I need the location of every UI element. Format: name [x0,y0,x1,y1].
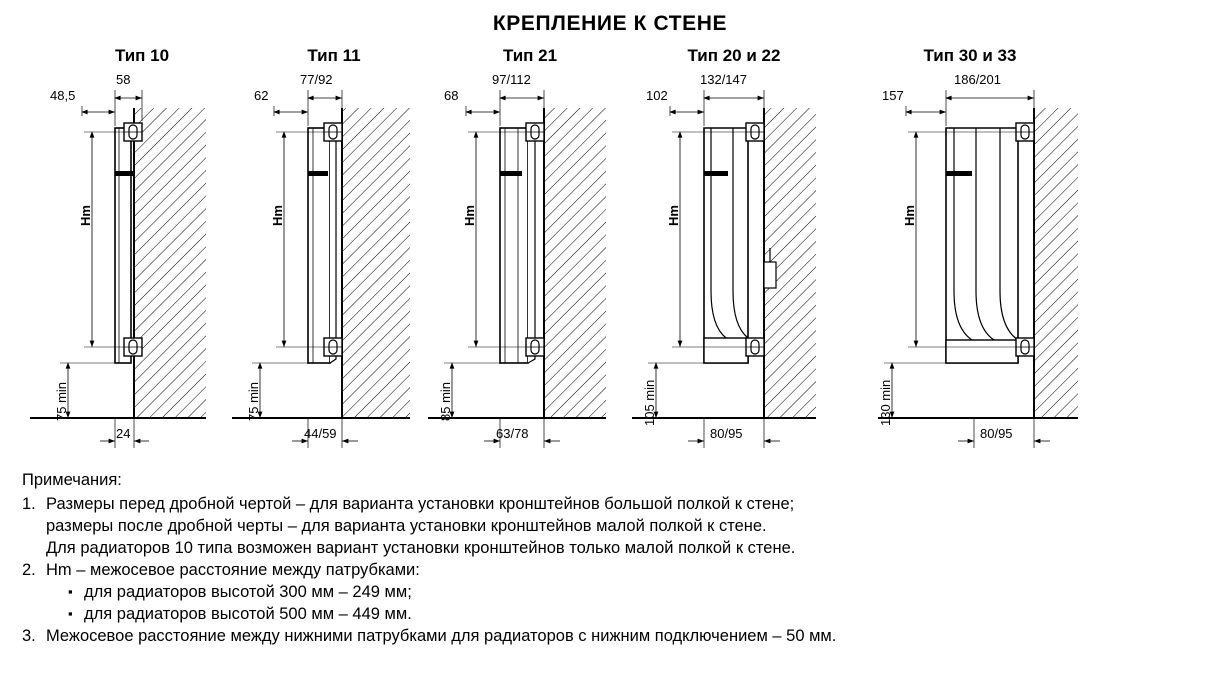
dim-depth-inner: 68 [444,88,459,103]
note-item [22,494,1212,560]
panel-title: Тип 10 [114,46,170,65]
panel-figure [848,72,1092,466]
bullet-icon: ▪ [68,583,73,599]
dim-depth-total: 132/147 [700,72,747,87]
panel-figure [612,72,856,466]
notes-block [22,470,1212,648]
dim-floor-clearance: 105 min [642,379,657,426]
panel-title: Тип 11 [307,46,361,65]
dim-bracket-offset: 80/95 [980,426,1013,441]
notes-heading: Примечания: [22,471,122,489]
note-subitem-text: для радиаторов высотой 500 мм – 449 мм. [84,604,412,623]
dim-depth-inner: 157 [882,88,904,103]
note-text [46,494,1212,560]
dim-depth-inner: 102 [646,88,668,103]
note-subitem [68,582,1212,604]
dim-depth-inner: 48,5 [50,88,76,103]
note-line: Размеры перед дробной чертой – для варианта установки кронштейнов большой полкой к стене; [46,494,795,513]
note-line: размеры после дробной черты – для варианта установки кронштейнов малой полкой к стене. [46,516,767,535]
dim-bracket-offset: 24 [116,426,131,441]
panel-type-30-33 [848,46,1092,466]
note-text [46,560,1212,626]
dim-hm: Hm [78,205,93,226]
panel-title: Тип 30 и 33 [923,46,1017,65]
note-number: 2. [22,560,36,579]
dim-hm: Hm [666,205,681,226]
dim-floor-clearance: 130 min [878,379,893,426]
dim-bracket-offset: 63/78 [496,426,529,441]
bullet-icon: ▪ [68,605,73,621]
page-title: КРЕПЛЕНИЕ К СТЕНЕ [492,12,728,35]
panel-title: Тип 21 [502,46,558,65]
dim-depth-total: 58 [116,72,131,87]
note-number: 3. [22,626,36,645]
panel-type-20-22 [612,46,856,466]
dim-bracket-offset: 44/59 [304,426,337,441]
dim-floor-clearance: 85 min [438,381,453,421]
note-text [46,626,1212,648]
dim-hm: Hm [270,205,285,226]
note-item [22,626,1212,648]
note-item [22,560,1212,626]
dim-depth-inner: 62 [254,88,269,103]
note-number: 1. [22,494,36,513]
panel-title: Тип 20 и 22 [687,46,781,65]
note-subitem [68,604,1212,626]
note-line: Межосевое расстояние между нижними патрубками для радиаторов с нижним подключением – 50 мм. [46,626,837,645]
dim-hm: Hm [902,205,917,226]
dim-floor-clearance: 75 min [54,381,69,421]
dim-hm: Hm [462,205,477,226]
dim-floor-clearance: 75 min [246,381,261,421]
dim-depth-total: 97/112 [492,72,531,87]
panels-row [0,46,1220,466]
dim-depth-total: 77/92 [300,72,333,87]
note-subitem-text: для радиаторов высотой 300 мм – 249 мм; [84,582,412,601]
note-line: Для радиаторов 10 типа возможен вариант установки кронштейнов только малой полкой к стене. [46,538,796,557]
dim-depth-total: 186/201 [954,72,1001,87]
dim-bracket-offset: 80/95 [710,426,743,441]
note-line: Hm – межосевое расстояние между патрубками: [46,560,420,579]
